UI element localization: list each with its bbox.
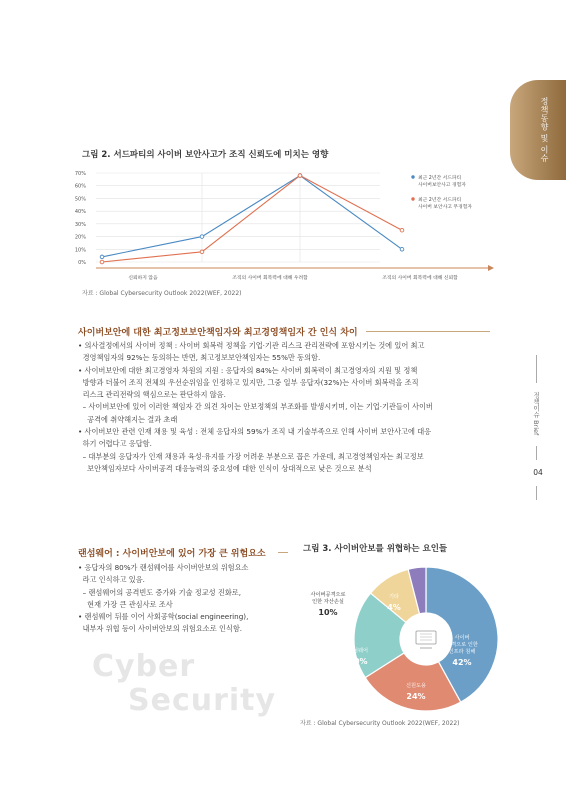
body-line: • 사이버보안 관련 인재 채용 및 육성 : 전체 응답자의 59%가 조직 내 기술부족으로 인해 사이버 보안사고에 대응: [78, 427, 432, 437]
legend-label: 최근 2년간 서드파티: [418, 176, 462, 181]
series-point: [200, 235, 204, 239]
x-axis-arrow: [488, 265, 494, 271]
figure3-title: 그림 3. 사이버안보를 위협하는 요인들: [303, 544, 448, 554]
section2-body: [78, 562, 288, 636]
brief-label: 정책이슈 Brief: [532, 392, 540, 436]
slice-label: 공격으로 인한: [446, 642, 478, 648]
x-tick-label: 조직의 사이버 회복력에 대해 우려함: [232, 276, 308, 281]
x-tick-label: 조직의 사이버 회복력에 대해 신뢰함: [382, 276, 458, 281]
figure2-title: 그림 2. 서드파티의 사이버 보안사고가 조직 신뢰도에 미치는 영향: [82, 150, 329, 160]
body-line: 라고 인식하고 있음.: [78, 575, 145, 585]
slice-percent: 20%: [348, 657, 368, 666]
x-tick-label: 신뢰하지 않음: [128, 276, 158, 281]
body-line: 공격에 취약해지는 결과 초래: [78, 414, 178, 424]
y-tick-label: 60%: [74, 183, 86, 190]
series-point: [400, 228, 404, 232]
body-line: 리스크 관리전략의 핵심으로는 판단하지 않음.: [78, 390, 226, 400]
section2-heading: 랜섬웨어 : 사이버안보에 있어 가장 큰 위험요소: [78, 549, 266, 559]
series-point: [100, 255, 104, 259]
slice-percent: 10%: [318, 608, 338, 617]
body-line: 방향과 더불어 조직 전체의 우선순위임을 인정하고 있지만, 그중 일부 응답자(32%)는 사이버 회복력을 조직: [78, 377, 419, 387]
body-line: • 응답자의 80%가 랜섬웨어를 사이버안보의 위험요소: [78, 563, 249, 572]
legend-marker: [411, 175, 414, 178]
body-line: • 사이버보안에 대한 최고경영자 차원의 지원 : 응답자의 84%는 사이버 회복력이 최고경영자의 지원 및 정책: [78, 365, 418, 375]
section1-body: [78, 340, 498, 475]
slice-label: 기타: [388, 594, 400, 600]
series-line: [102, 176, 402, 257]
slice-label: 랜섬웨어: [347, 648, 369, 654]
side-rule-mid: [536, 446, 537, 460]
body-line: – 사이버보안에 있어 이러한 책임자 간 의견 차이는 안보정책의 부조화를 발생시키며, 이는 기업·기관들이 사이버: [78, 402, 433, 412]
body-line: 현재 가장 큰 관심사로 조사: [78, 599, 173, 609]
figure2-line-chart: [60, 163, 500, 288]
legend-label: 사이버 보안사고 무경험자: [418, 205, 473, 210]
slice-percent: 24%: [406, 692, 426, 701]
body-line: 내부자 위협 등이 사이버안보의 위험요소로 인식함.: [78, 624, 243, 634]
slice-label: 사이버: [454, 635, 470, 641]
legend-label: 사이버보안사고 경험자: [418, 183, 466, 188]
figure3-donut-chart: [300, 556, 500, 716]
watermark-text: [92, 650, 276, 718]
watermark-line1: Cyber: [92, 649, 196, 684]
slice-label: 인한 자산손실: [312, 599, 344, 605]
page-number: 04: [533, 468, 543, 477]
figure2-source: 자료 : Global Cybersecurity Outlook 2022(WEF, 2022): [82, 290, 242, 297]
body-line: 경영책임자의 92%는 동의하는 반면, 최고정보보안책임자는 55%만 동의함.: [78, 353, 321, 363]
section2-rule: [278, 552, 288, 553]
body-line: • 랜섬웨어 뒤를 이어 사회공학(social engineering),: [78, 612, 249, 622]
y-tick-label: 10%: [74, 247, 86, 254]
slice-percent: 4%: [387, 603, 401, 612]
body-line: 보안책임자보다 사이버공격 대응능력의 중요성에 대한 인식이 상대적으로 낮은 것으로 분석: [78, 463, 372, 473]
legend-marker: [411, 197, 414, 200]
y-tick-label: 30%: [74, 221, 86, 228]
slice-label: 인프라 침해: [448, 649, 476, 655]
legend-label: 최근 2년간 서드파티: [418, 198, 462, 203]
section-tab-label: 정책동향 및 이슈: [540, 97, 549, 163]
y-tick-label: 0%: [78, 260, 86, 266]
section1-rule: [366, 331, 490, 332]
body-line: • 의사결정에서의 사이버 정책 : 사이버 회복력 정책을 기업·기관 리스크 관리전략에 포함시키는 것에 있어 최고: [78, 341, 425, 350]
slice-label: 신원도용: [405, 683, 427, 689]
y-tick-label: 40%: [74, 209, 86, 216]
series-point: [200, 250, 204, 254]
y-tick-label: 20%: [74, 234, 86, 241]
series-point: [400, 247, 404, 251]
side-rule-top: [536, 355, 537, 383]
body-line: – 대부분의 응답자가 인재 채용과 육성·유지를 가장 어려운 부분으로 꼽은 가운데, 최고경영책임자는 최고정보: [78, 451, 424, 461]
section1-heading: 사이버보안에 대한 최고정보보안책임자와 최고경영책임자 간 인식 차이: [78, 328, 358, 338]
body-line: – 랜섬웨어의 공격빈도 증가와 기술 정교성 진화로,: [78, 587, 242, 597]
y-tick-label: 70%: [74, 171, 86, 177]
series-point: [100, 260, 104, 264]
side-rule-bottom: [536, 486, 537, 500]
watermark-line2: Security: [128, 683, 277, 718]
body-line: 하기 어렵다고 응답함.: [78, 439, 152, 449]
donut-center: [401, 614, 451, 664]
figure3-source: 자료 : Global Cybersecurity Outlook 2022(WEF, 2022): [300, 720, 460, 727]
series-point: [298, 174, 302, 178]
slice-label: 사이버공격으로: [310, 592, 346, 598]
slice-percent: 42%: [452, 658, 472, 667]
y-tick-label: 50%: [74, 196, 86, 203]
